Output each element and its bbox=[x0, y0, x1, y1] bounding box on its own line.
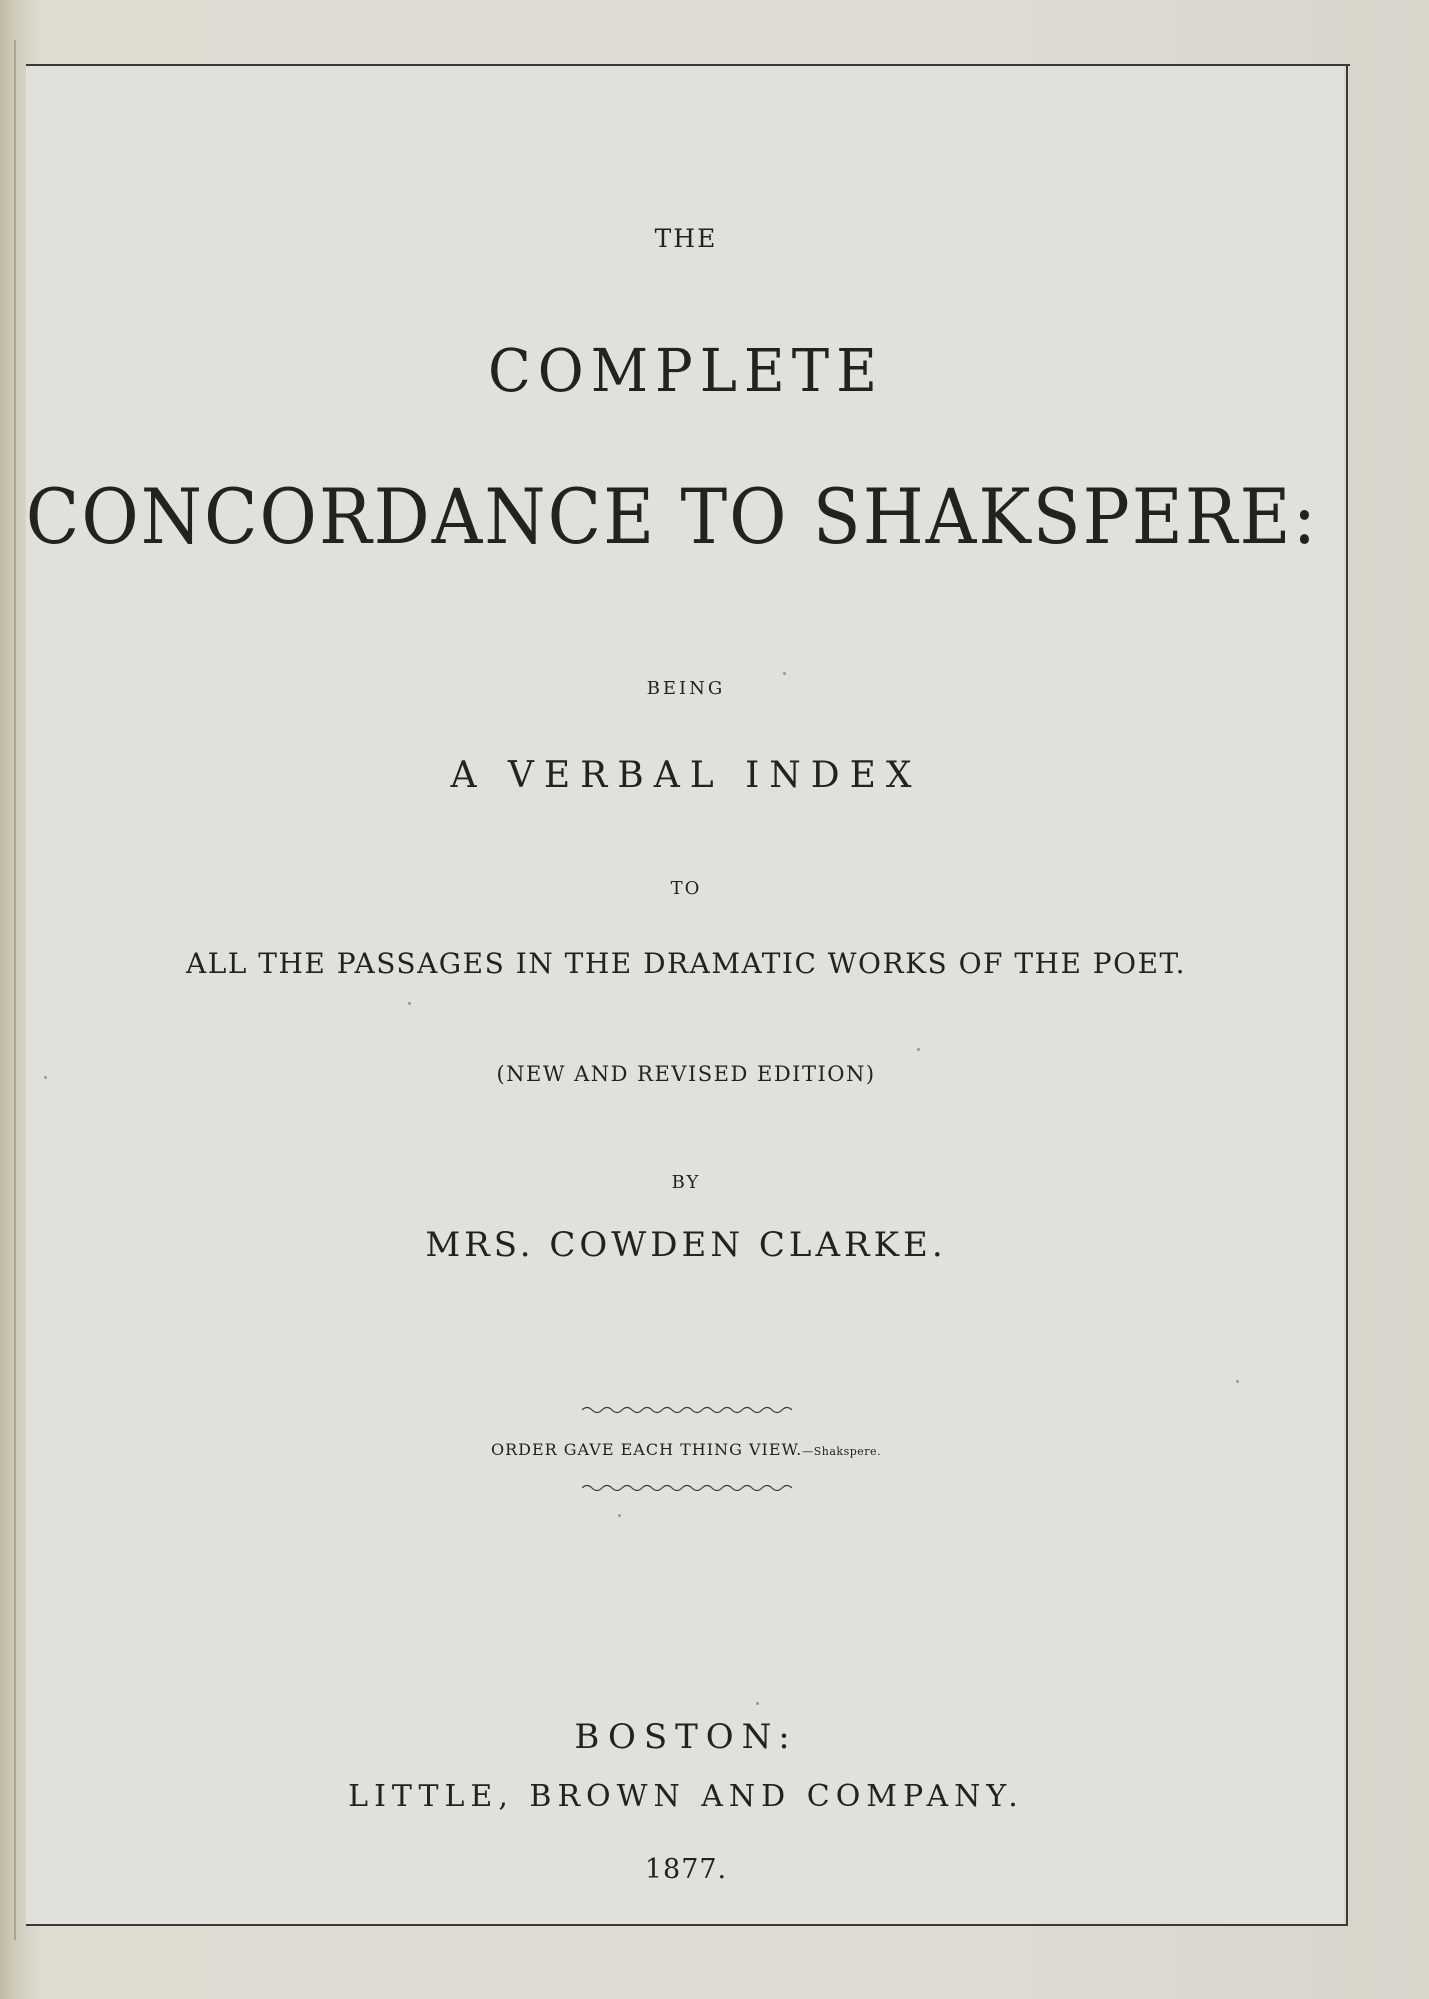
description: ALL THE PASSAGES IN THE DRAMATIC WORKS OF THE POET. bbox=[185, 947, 1186, 980]
title-complete: COMPLETE bbox=[487, 337, 885, 406]
title-article: THE bbox=[654, 224, 718, 253]
publisher: LITTLE, BROWN AND COMPANY. bbox=[348, 1779, 1024, 1814]
being-label: BEING bbox=[646, 678, 726, 699]
edition-note: (NEW AND REVISED EDITION) bbox=[496, 1062, 876, 1086]
ornamental-wave-rule-bottom bbox=[582, 1482, 792, 1494]
to-label: TO bbox=[670, 878, 702, 899]
binding-gutter bbox=[14, 40, 16, 1940]
author-name: MRS. COWDEN CLARKE. bbox=[425, 1225, 947, 1265]
motto bbox=[26, 1442, 1346, 1458]
motto-attribution: —Shakspere. bbox=[802, 1445, 882, 1458]
motto-text: ORDER GAVE EACH THING VIEW. bbox=[490, 1440, 803, 1459]
publication-place: BOSTON: bbox=[574, 1717, 798, 1757]
border-rule-top bbox=[26, 64, 1350, 66]
ornamental-wave-rule-top bbox=[582, 1404, 792, 1416]
by-label: BY bbox=[671, 1172, 701, 1193]
publication-year: 1877. bbox=[644, 1854, 728, 1885]
border-rule-bottom bbox=[26, 1924, 1348, 1926]
main-title: CONCORDANCE TO SHAKSPERE: bbox=[25, 472, 1319, 562]
subtitle: A VERBAL INDEX bbox=[450, 755, 922, 796]
border-rule-right bbox=[1346, 64, 1348, 1926]
